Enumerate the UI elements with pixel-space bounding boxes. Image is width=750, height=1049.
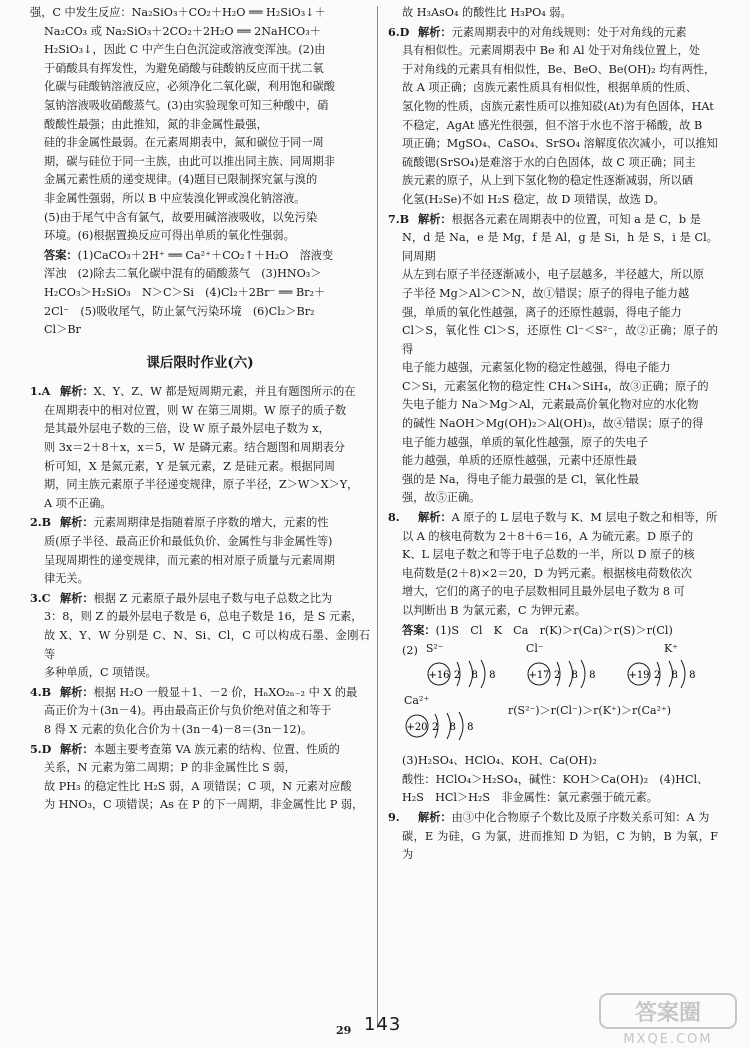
text-line: H₂SiO₃↓，因此 C 中产生白色沉淀或溶液变浑浊。(2)由 xyxy=(44,43,326,57)
text-line: 强的是 Na，得电子能力最强的是 Cl，氧化性最 xyxy=(402,472,640,486)
atom-structure-icon xyxy=(402,708,482,744)
question-item-3 xyxy=(30,589,370,683)
text-line: 电荷数是(2＋8)×2＝20，D 为钙元素。根据核电荷数依次 xyxy=(402,566,692,580)
answer-part-label: (2) xyxy=(402,644,418,658)
text-line: Na₂CO₃ 或 Na₂SiO₃＋2CO₂＋2H₂O ══ 2NaHCO₃＋ xyxy=(44,24,321,38)
text-line: 化氢(H₂Se)不如 H₂S 稳定，故 D 项错误，故选 D。 xyxy=(402,192,665,206)
text-line: 则 3x＝2＋8＋x，x＝5，W 是磷元素。结合题图和周期表分 xyxy=(44,441,345,455)
text-line: 项正确；MgSO₄、CaSO₄、SrSO₄ 溶解度依次减小，可以推知 xyxy=(402,137,718,151)
question-item-4 xyxy=(30,683,370,740)
analysis-label: 解析： xyxy=(418,510,452,525)
question-number: 5.D xyxy=(30,741,52,756)
text-line: 解析：根据 H₂O 一般显＋1、－2 价，HₙXO₂ₙ₋₂ 中 X 的最 xyxy=(60,684,358,699)
ion-label: Cl⁻ xyxy=(525,642,544,656)
text-line: 期，同主族元素原子半径递变规律，原子半径，Z＞W＞X＞Y， xyxy=(44,478,359,492)
text-line: 在周期表中的相对位置，则 W 在第三周期。W 原子的质子数 xyxy=(44,403,347,417)
left-column xyxy=(30,4,370,815)
text-line xyxy=(30,246,370,266)
text-line: 酸酸性最强；由此推知，氮的非金属性最强， xyxy=(44,117,268,131)
text-line: (5)由于尾气中含有氯气，故要用碱溶液吸收，以免污染 xyxy=(44,210,318,224)
question-item-2 xyxy=(30,513,370,588)
answer-label: 答案： xyxy=(44,247,78,262)
analysis-label: 解析： xyxy=(418,211,452,226)
text-line: 硅的非金属性最弱。在元素周期表中，氮和碳位于同一周 xyxy=(44,136,324,150)
question-item-8 xyxy=(388,508,718,808)
text-line: 氢化物的性质，卤族元素性质可以推知砹(At)为有色固体，HAt xyxy=(402,99,714,113)
ion-diagram-calcium xyxy=(402,694,498,744)
question-number: 7.B xyxy=(388,211,410,226)
question-item-6 xyxy=(388,23,718,210)
text-line: 具有相似性。元素周期表中 Be 和 Al 处于对角线位置上，处 xyxy=(402,44,701,58)
nucleus-charge: +20 xyxy=(406,722,428,734)
question-item-5 xyxy=(30,740,370,815)
text-line: (3)H₂SO₄、HClO₄、KOH、Ca(OH)₂ xyxy=(402,754,597,768)
atom-structure-icon xyxy=(424,656,504,692)
ion-diagram-potassium xyxy=(624,642,718,692)
text-line: 解析：元素周期表中的对角线规则：处于对角线的元素 xyxy=(418,24,687,39)
shell-electrons: 2 8 8 xyxy=(553,670,600,682)
text-line: 期，碳与硅位于同一主族，由此可以推出同主族、同周期非 xyxy=(44,154,335,168)
section-title: 课后限时作业(六) xyxy=(146,354,254,371)
text-line: 的碱性 NaOH＞Mg(OH)₂＞Al(OH)₃，故④错误；原子的得 xyxy=(402,417,704,431)
text-line: N，d 是 Na，e 是 Mg，f 是 Al，g 是 Si，h 是 S，i 是 Cl。同周期 xyxy=(402,231,718,263)
text-line: 2Cl⁻ (5)吸收尾气，防止氯气污染环境 (6)Cl₂＞Br₂ xyxy=(44,304,315,318)
text-line: 于对角线的元素具有相似性，Be、BeO、Be(OH)₂ 均有两性， xyxy=(402,62,716,76)
ion-diagram-sulfide xyxy=(424,642,518,692)
handwritten-page-number: 143 xyxy=(364,1014,402,1035)
text-line: 解析：由③中化合物原子个数比及原子序数关系可知：A 为 xyxy=(418,809,710,824)
ion-label: K⁺ xyxy=(663,642,678,656)
analysis-label: 解析： xyxy=(60,684,94,699)
atom-structure-icon xyxy=(624,656,704,692)
question-number: 6.D xyxy=(388,24,410,39)
question-item-9 xyxy=(388,808,718,865)
text-line: K、L 层电子数之和等于电子总数的一半，所以 D 原子的核 xyxy=(402,548,695,562)
analysis-label: 解析： xyxy=(418,24,452,39)
question-number: 8. xyxy=(388,510,400,525)
text-line: 子半径 Mg＞Al＞C＞N，故①错误；原子的得电子能力越 xyxy=(402,286,690,300)
ion-label: Ca²⁺ xyxy=(404,694,430,708)
question-number: 1.A xyxy=(30,384,51,399)
question-item-1 xyxy=(30,382,370,513)
text-line: 硫酸锶(SrSO₄)是难溶于水的白色固体，故 C 项正确；同主 xyxy=(402,155,696,169)
text-line: 故 PH₃ 的稳定性比 H₂S 弱，A 项错误；C 项，N 元素对应酸 xyxy=(44,779,352,793)
watermark-icon xyxy=(598,992,738,1046)
text-line: 酸性：HClO₄＞H₂SO₄，碱性：KOH＞Ca(OH)₂ (4)HCl、 xyxy=(402,772,709,786)
text-line: 于硝酸具有挥发性，为避免硝酸与硅酸钠反应而干扰二氧 xyxy=(44,61,324,75)
analysis-label: 解析： xyxy=(60,741,94,756)
text-line: 碳，E 为硅，G 为氯，进而推知 D 为铝，C 为钠，B 为氧，F 为 xyxy=(402,829,718,862)
shell-electrons: 2 8 8 xyxy=(453,670,500,682)
text-line: 故 A 项正确；卤族元素性质具有相似性，根据单质的性质、 xyxy=(402,81,697,95)
text-line: 8 得 X 元素的负化合价为＋(3n－4)－8＝(3n－12)。 xyxy=(44,722,313,736)
text-line: 电子能力越强，元素氢化物的稳定性越强，得电子能力 xyxy=(402,361,671,375)
text-line: 多种单质，C 项错误。 xyxy=(44,666,157,680)
question-number: 9. xyxy=(388,809,400,824)
text-line: 析可知，X 是氮元素，Y 是氧元素，Z 是硅元素。根据同周 xyxy=(44,459,336,473)
text-line: C＞Si，元素氢化物的稳定性 CH₄＞SiH₄，故③正确；原子的 xyxy=(402,379,709,393)
watermark-url: MXQE.COM xyxy=(623,1032,713,1046)
shell-electrons: 2 8 8 xyxy=(653,670,700,682)
text-line: 答案：(1)S Cl K Ca r(K)＞r(Ca)＞r(S)＞r(Cl) xyxy=(402,622,673,637)
text-line: 化碳与硅酸钠溶液反应，必须净化二氧化碳，利用饱和碳酸 xyxy=(44,80,335,94)
text-line: 强，单质的氧化性越强，离子的还原性越弱，得电子能力 xyxy=(402,305,682,319)
page-number: 29 xyxy=(336,1024,352,1037)
text-line: 解析：X、Y、Z、W 都是短周期元素，并且有题图所示的在 xyxy=(60,384,356,399)
analysis-label: 解析： xyxy=(418,809,452,824)
text-line: 族元素的原子，从上到下氢化物的稳定性逐渐减弱，所以硒 xyxy=(402,174,693,188)
answer-label: 答案： xyxy=(402,622,436,637)
text-line: 氢钠溶液吸收硝酸蒸气。(3)由实验现象可知三种酸中，硝 xyxy=(44,98,329,112)
text-line: 以 A 的核电荷数为 2＋8＋6＝16，A 为硫元素。D 原子的 xyxy=(402,529,694,543)
shell-electrons: 2 8 8 xyxy=(432,722,478,734)
column-divider xyxy=(377,6,378,1028)
text-line: 浑浊 (2)除去二氧化碳中混有的硝酸蒸气 (3)HNO₃＞ xyxy=(44,267,322,281)
answer-block xyxy=(30,246,370,340)
watermark-logo xyxy=(598,992,738,1046)
text-line: 不稳定，AgAt 感光性很强，但不溶于水也不溶于稀酸，故 B xyxy=(402,118,703,132)
answer-text: (1)CaCO₃＋2H⁺ ══ Ca²⁺＋CO₂↑＋H₂O 溶液变 xyxy=(77,248,334,262)
atom-structure-icon xyxy=(524,656,604,692)
ion-structure-row-calcium xyxy=(402,694,718,750)
text-line: 解析：本题主要考查第 VA 族元素的结构、位置、性质的 xyxy=(60,741,340,756)
nucleus-charge: +17 xyxy=(528,670,550,682)
text-line: 增大，它们的离子的电子层数相同且最外层电子数为 8 可 xyxy=(402,585,685,599)
question-number: 3.C xyxy=(30,590,51,605)
intro-paragraph xyxy=(30,4,370,246)
text-line: 呈现周期性的递变规律，而元素的相对原子质量与元素周期 xyxy=(44,553,335,567)
analysis-label: 解析： xyxy=(60,384,94,399)
text-line: 解析：A 原子的 L 层电子数与 K、M 层电子数之和相等，所 xyxy=(418,510,718,525)
watermark-text: 答案圈 xyxy=(634,1001,702,1026)
radius-order: r(S²⁻)＞r(Cl⁻)＞r(K⁺)＞r(Ca²⁺) xyxy=(508,704,672,718)
nucleus-charge: +16 xyxy=(428,670,450,682)
text-line: 强，C 中发生反应：Na₂SiO₃＋CO₂＋H₂O ══ H₂SiO₃↓＋ xyxy=(30,6,326,19)
text-line: 非金属性强弱，所以 B 中应装溴化钾或溴化钠溶液。 xyxy=(44,191,306,205)
text-line: 为 HNO₃，C 项错误；As 在 P 的下一周期，非金属性比 P 弱， xyxy=(44,798,364,812)
ion-diagram-chloride xyxy=(524,642,618,692)
analysis-label: 解析： xyxy=(60,515,94,530)
text-line: 以判断出 B 为氯元素，C 为钾元素。 xyxy=(402,604,587,617)
question-item-7 xyxy=(388,210,718,509)
text-line: 能力越强，单质的还原性越强，元素中还原性最 xyxy=(402,454,637,468)
text-line: 故 H₃AsO₄ 的酸性比 H₃PO₄ 弱。 xyxy=(402,6,572,19)
text-line: 从左到右原子半径逐渐减小，电子层越多，半径越大，所以原 xyxy=(402,268,705,282)
right-column xyxy=(388,4,718,865)
text-line: 环境。(6)根据置换反应可得出单质的氧化性强弱。 xyxy=(44,229,295,243)
text-line: 故 X、Y、W 分别是 C、N、Si、Cl，C 可以构成石墨、金刚石等 xyxy=(44,629,370,661)
text-line: H₂S HCl＞H₂S 非金属性：氯元素强于硫元素。 xyxy=(402,791,658,805)
text-line: Cl＞S，氧化性 Cl＞S，还原性 Cl⁻＜S²⁻，故②正确；原子的得 xyxy=(402,324,718,356)
question-number: 2.B xyxy=(30,515,52,530)
text-line: 是其最外层电子数的三倍，设 W 原子最外层电子数为 x， xyxy=(44,422,330,436)
ion-label: S²⁻ xyxy=(425,642,444,656)
text-line: H₂CO₃＞H₂SiO₃ N＞C＞Si (4)Cl₂＋2Br⁻ ══ Br₂＋ xyxy=(44,285,326,299)
text-line: 解析：根据各元素在周期表中的位置，可知 a 是 C，b 是 xyxy=(418,211,701,226)
question-number: 4.B xyxy=(30,684,52,699)
ion-structure-row xyxy=(402,642,718,692)
text-line: 金属元素性质的递变规律。(4)题目已限制探究氯与溴的 xyxy=(44,173,318,187)
text-line: 电子能力越强，单质的氧化性越强，原子的失电子 xyxy=(402,435,649,449)
text-line: 解析：根据 Z 元素原子最外层电子数与电子总数之比为 xyxy=(60,590,333,605)
text-line: 关系，N 元素为第二周期；P 的非金属性比 S 弱， xyxy=(44,761,296,775)
nucleus-charge: +19 xyxy=(628,670,650,682)
text-line: 失电子能力 Na＞Mg＞Al，元素最高价氧化物对应的水化物 xyxy=(402,398,699,412)
text-line: Cl＞Br xyxy=(44,323,81,337)
text-line: 强，故⑤正确。 xyxy=(402,491,481,505)
text-line: 高正价为＋(3n－4)。再由最高正价与负价绝对值之和等于 xyxy=(44,704,332,718)
text-line: 解析：元素周期律是指随着原子序数的增大，元素的性 xyxy=(60,515,329,530)
text-line: 3：8，则 Z 的最外层电子数是 6，总电子数是 16，是 S 元素， xyxy=(44,610,363,624)
analysis-label: 解析： xyxy=(60,590,94,605)
text-line: 质(原子半径、最高正价和最低负价、金属性与非金属性等) xyxy=(44,535,333,549)
text-line: 律无关。 xyxy=(44,572,89,586)
text-line: A 项不正确。 xyxy=(44,496,112,510)
